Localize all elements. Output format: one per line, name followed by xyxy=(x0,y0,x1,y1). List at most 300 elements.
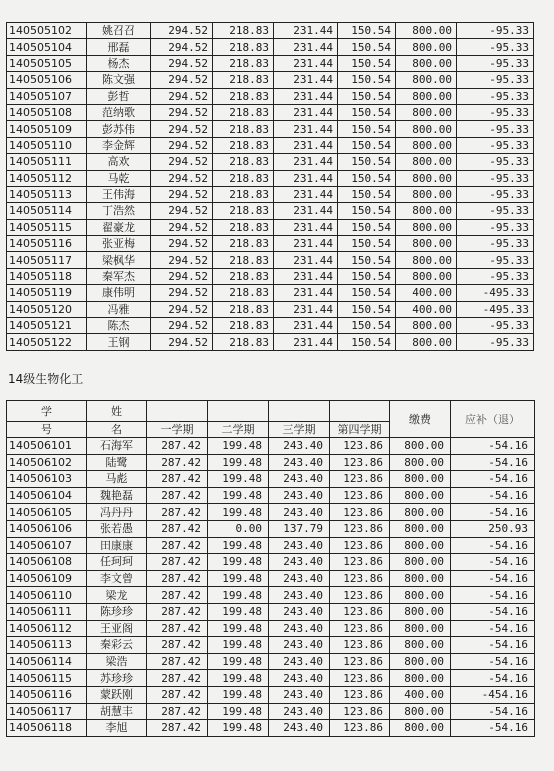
term-2-fee-cell: 199.48 xyxy=(208,438,269,455)
balance-due-cell: -54.16 xyxy=(451,438,535,455)
term-2-fee-cell: 199.48 xyxy=(208,471,269,488)
term-3-fee-cell: 231.44 xyxy=(274,268,338,284)
term-2-fee-cell: 218.83 xyxy=(213,301,274,317)
paid-amount-cell: 800.00 xyxy=(396,104,457,120)
paid-amount-cell: 800.00 xyxy=(396,137,457,153)
student-id-cell: 140505111 xyxy=(7,154,87,170)
paid-amount-cell: 800.00 xyxy=(390,487,451,504)
student-name-cell: 冯雅 xyxy=(87,301,151,317)
term-4-fee-cell: 123.86 xyxy=(330,720,390,737)
student-id-cell: 140506113 xyxy=(7,637,87,654)
student-name-cell: 彭哲 xyxy=(87,88,151,104)
term-4-fee-cell: 123.86 xyxy=(330,703,390,720)
header-term-2: 二学期 xyxy=(208,422,269,438)
student-id-cell: 140505109 xyxy=(7,121,87,137)
balance-due-cell: -95.33 xyxy=(457,55,534,71)
paid-amount-cell: 800.00 xyxy=(390,603,451,620)
table-row xyxy=(7,23,534,39)
term-4-fee-cell: 150.54 xyxy=(338,154,396,170)
paid-amount-cell: 800.00 xyxy=(390,587,451,604)
student-name-cell: 陈文强 xyxy=(87,72,151,88)
term-4-fee-cell: 150.54 xyxy=(338,39,396,55)
student-name-cell: 魏艳磊 xyxy=(87,487,147,504)
table-row xyxy=(7,170,534,186)
term-3-fee-cell: 243.40 xyxy=(269,471,330,488)
header-empty xyxy=(208,401,269,422)
paid-amount-cell: 800.00 xyxy=(396,39,457,55)
paid-amount-cell: 800.00 xyxy=(396,203,457,219)
table-row xyxy=(7,670,535,687)
term-4-fee-cell: 150.54 xyxy=(338,104,396,120)
term-1-fee-cell: 287.42 xyxy=(147,620,208,637)
balance-due-cell: -95.33 xyxy=(457,154,534,170)
term-4-fee-cell: 123.86 xyxy=(330,504,390,521)
term-1-fee-cell: 287.42 xyxy=(147,454,208,471)
student-id-cell: 140506110 xyxy=(7,587,87,604)
term-2-fee-cell: 218.83 xyxy=(213,268,274,284)
student-name-cell: 陈杰 xyxy=(87,318,151,334)
paid-amount-cell: 800.00 xyxy=(396,219,457,235)
term-1-fee-cell: 287.42 xyxy=(147,703,208,720)
student-name-cell: 胡慧丰 xyxy=(87,703,147,720)
term-3-fee-cell: 243.40 xyxy=(269,438,330,455)
paid-amount-cell: 800.00 xyxy=(390,438,451,455)
student-name-cell: 马乾 xyxy=(87,170,151,186)
term-3-fee-cell: 231.44 xyxy=(274,104,338,120)
paid-amount-cell: 400.00 xyxy=(396,301,457,317)
fee-table-class-1405 xyxy=(6,22,534,351)
table-row xyxy=(7,653,535,670)
term-3-fee-cell: 243.40 xyxy=(269,703,330,720)
paid-amount-cell: 800.00 xyxy=(390,570,451,587)
term-3-fee-cell: 243.40 xyxy=(269,570,330,587)
paid-amount-cell: 800.00 xyxy=(396,88,457,104)
term-3-fee-cell: 231.44 xyxy=(274,285,338,301)
term-2-fee-cell: 218.83 xyxy=(213,170,274,186)
student-id-cell: 140506116 xyxy=(7,686,87,703)
term-2-fee-cell: 199.48 xyxy=(208,637,269,654)
term-1-fee-cell: 287.42 xyxy=(147,587,208,604)
term-1-fee-cell: 294.52 xyxy=(151,236,213,252)
student-id-cell: 140506117 xyxy=(7,703,87,720)
term-1-fee-cell: 287.42 xyxy=(147,603,208,620)
term-1-fee-cell: 287.42 xyxy=(147,570,208,587)
term-1-fee-cell: 294.52 xyxy=(151,55,213,71)
paid-amount-cell: 800.00 xyxy=(390,637,451,654)
term-2-fee-cell: 199.48 xyxy=(208,670,269,687)
balance-due-cell: -95.33 xyxy=(457,219,534,235)
student-name-cell: 梁枫华 xyxy=(87,252,151,268)
fee-table-biochem-14 xyxy=(6,400,535,737)
term-1-fee-cell: 287.42 xyxy=(147,720,208,737)
balance-due-cell: -54.16 xyxy=(451,471,535,488)
balance-due-cell: -95.33 xyxy=(457,137,534,153)
student-id-cell: 140506106 xyxy=(7,520,87,537)
paid-amount-cell: 800.00 xyxy=(396,170,457,186)
paid-amount-cell: 800.00 xyxy=(390,454,451,471)
student-id-cell: 140505113 xyxy=(7,186,87,202)
term-3-fee-cell: 243.40 xyxy=(269,487,330,504)
student-name-cell: 康伟明 xyxy=(87,285,151,301)
student-id-cell: 140505102 xyxy=(7,23,87,39)
student-id-cell: 140506111 xyxy=(7,603,87,620)
term-2-fee-cell: 199.48 xyxy=(208,487,269,504)
paid-amount-cell: 400.00 xyxy=(396,285,457,301)
balance-due-cell: -95.33 xyxy=(457,318,534,334)
term-4-fee-cell: 150.54 xyxy=(338,72,396,88)
header-name-top: 姓 xyxy=(87,401,147,422)
student-name-cell: 王伟海 xyxy=(87,186,151,202)
student-name-cell: 马彪 xyxy=(87,471,147,488)
term-3-fee-cell: 243.40 xyxy=(269,587,330,604)
student-name-cell: 李文曾 xyxy=(87,570,147,587)
header-empty xyxy=(269,401,330,422)
paid-amount-cell: 800.00 xyxy=(390,720,451,737)
term-4-fee-cell: 150.54 xyxy=(338,268,396,284)
table-row xyxy=(7,504,535,521)
balance-due-cell: -95.33 xyxy=(457,186,534,202)
balance-due-cell: -95.33 xyxy=(457,104,534,120)
term-2-fee-cell: 199.48 xyxy=(208,554,269,571)
term-4-fee-cell: 150.54 xyxy=(338,236,396,252)
term-2-fee-cell: 199.48 xyxy=(208,620,269,637)
term-4-fee-cell: 123.86 xyxy=(330,620,390,637)
balance-due-cell: -454.16 xyxy=(451,686,535,703)
balance-due-cell: -95.33 xyxy=(457,252,534,268)
table-row xyxy=(7,570,535,587)
term-3-fee-cell: 231.44 xyxy=(274,252,338,268)
term-1-fee-cell: 287.42 xyxy=(147,637,208,654)
term-2-fee-cell: 199.48 xyxy=(208,454,269,471)
student-name-cell: 秦彩云 xyxy=(87,637,147,654)
balance-due-cell: -54.16 xyxy=(451,487,535,504)
balance-due-cell: -54.16 xyxy=(451,454,535,471)
student-id-cell: 140505121 xyxy=(7,318,87,334)
term-2-fee-cell: 199.48 xyxy=(208,587,269,604)
table-row xyxy=(7,268,534,284)
term-1-fee-cell: 287.42 xyxy=(147,520,208,537)
student-id-cell: 140506104 xyxy=(7,487,87,504)
balance-due-cell: -54.16 xyxy=(451,570,535,587)
table-row xyxy=(7,720,535,737)
table-row xyxy=(7,686,535,703)
table-row xyxy=(7,55,534,71)
student-name-cell: 邢磊 xyxy=(87,39,151,55)
term-4-fee-cell: 123.86 xyxy=(330,554,390,571)
paid-amount-cell: 800.00 xyxy=(390,471,451,488)
table-row xyxy=(7,186,534,202)
balance-due-cell: -54.16 xyxy=(451,504,535,521)
term-3-fee-cell: 243.40 xyxy=(269,603,330,620)
term-4-fee-cell: 123.86 xyxy=(330,471,390,488)
term-3-fee-cell: 243.40 xyxy=(269,720,330,737)
term-3-fee-cell: 231.44 xyxy=(274,88,338,104)
student-id-cell: 140506114 xyxy=(7,653,87,670)
term-4-fee-cell: 123.86 xyxy=(330,487,390,504)
term-4-fee-cell: 150.54 xyxy=(338,170,396,186)
paid-amount-cell: 800.00 xyxy=(390,537,451,554)
student-id-cell: 140505110 xyxy=(7,137,87,153)
balance-due-cell: -54.16 xyxy=(451,637,535,654)
term-4-fee-cell: 150.54 xyxy=(338,121,396,137)
header-empty xyxy=(330,401,390,422)
student-name-cell: 姚召召 xyxy=(87,23,151,39)
term-3-fee-cell: 231.44 xyxy=(274,186,338,202)
student-id-cell: 140506102 xyxy=(7,454,87,471)
student-name-cell: 高欢 xyxy=(87,154,151,170)
table-row xyxy=(7,219,534,235)
term-4-fee-cell: 150.54 xyxy=(338,301,396,317)
term-1-fee-cell: 294.52 xyxy=(151,219,213,235)
section-title: 14级生物化工 xyxy=(8,372,84,386)
student-name-cell: 苏珍珍 xyxy=(87,670,147,687)
term-1-fee-cell: 294.52 xyxy=(151,137,213,153)
header-id-top: 学 xyxy=(7,401,87,422)
term-1-fee-cell: 287.42 xyxy=(147,554,208,571)
student-name-cell: 王亚阁 xyxy=(87,620,147,637)
table-row xyxy=(7,537,535,554)
balance-due-cell: -95.33 xyxy=(457,72,534,88)
student-name-cell: 秦军杰 xyxy=(87,268,151,284)
term-4-fee-cell: 150.54 xyxy=(338,88,396,104)
term-3-fee-cell: 243.40 xyxy=(269,637,330,654)
table-row xyxy=(7,620,535,637)
balance-due-cell: -95.33 xyxy=(457,203,534,219)
table-row xyxy=(7,236,534,252)
table-row xyxy=(7,104,534,120)
term-1-fee-cell: 294.52 xyxy=(151,301,213,317)
paid-amount-cell: 800.00 xyxy=(396,334,457,350)
table-row xyxy=(7,137,534,153)
term-3-fee-cell: 243.40 xyxy=(269,504,330,521)
term-1-fee-cell: 294.52 xyxy=(151,318,213,334)
table-row xyxy=(7,72,534,88)
fee-table-2-body xyxy=(7,438,535,737)
student-id-cell: 140505122 xyxy=(7,334,87,350)
paid-amount-cell: 800.00 xyxy=(396,318,457,334)
term-2-fee-cell: 218.83 xyxy=(213,252,274,268)
term-3-fee-cell: 231.44 xyxy=(274,203,338,219)
student-id-cell: 140505115 xyxy=(7,219,87,235)
student-name-cell: 蒙跃刚 xyxy=(87,686,147,703)
term-2-fee-cell: 218.83 xyxy=(213,39,274,55)
header-fee: 缴费 xyxy=(390,401,451,438)
table-row xyxy=(7,318,534,334)
balance-due-cell: -95.33 xyxy=(457,88,534,104)
student-name-cell: 张亚梅 xyxy=(87,236,151,252)
term-4-fee-cell: 123.86 xyxy=(330,537,390,554)
term-3-fee-cell: 231.44 xyxy=(274,170,338,186)
paid-amount-cell: 800.00 xyxy=(396,121,457,137)
term-2-fee-cell: 199.48 xyxy=(208,703,269,720)
student-name-cell: 石海军 xyxy=(87,438,147,455)
term-4-fee-cell: 150.54 xyxy=(338,219,396,235)
paid-amount-cell: 800.00 xyxy=(396,23,457,39)
term-4-fee-cell: 150.54 xyxy=(338,55,396,71)
student-name-cell: 李旭 xyxy=(87,720,147,737)
header-term-4: 第四学期 xyxy=(330,422,390,438)
term-4-fee-cell: 150.54 xyxy=(338,252,396,268)
header-balance: 应补（退） xyxy=(451,401,535,438)
term-2-fee-cell: 218.83 xyxy=(213,55,274,71)
student-name-cell: 张若愚 xyxy=(87,520,147,537)
student-id-cell: 140505105 xyxy=(7,55,87,71)
balance-due-cell: -95.33 xyxy=(457,268,534,284)
paid-amount-cell: 800.00 xyxy=(390,703,451,720)
balance-due-cell: -95.33 xyxy=(457,236,534,252)
term-2-fee-cell: 199.48 xyxy=(208,537,269,554)
term-2-fee-cell: 199.48 xyxy=(208,504,269,521)
table-row xyxy=(7,637,535,654)
term-1-fee-cell: 287.42 xyxy=(147,487,208,504)
student-id-cell: 140505107 xyxy=(7,88,87,104)
header-term-1: 一学期 xyxy=(147,422,208,438)
balance-due-cell: -54.16 xyxy=(451,720,535,737)
term-3-fee-cell: 243.40 xyxy=(269,620,330,637)
term-3-fee-cell: 243.40 xyxy=(269,454,330,471)
term-1-fee-cell: 287.42 xyxy=(147,670,208,687)
term-4-fee-cell: 123.86 xyxy=(330,520,390,537)
term-1-fee-cell: 287.42 xyxy=(147,504,208,521)
term-2-fee-cell: 218.83 xyxy=(213,137,274,153)
student-id-cell: 140506105 xyxy=(7,504,87,521)
term-1-fee-cell: 294.52 xyxy=(151,334,213,350)
student-name-cell: 冯丹丹 xyxy=(87,504,147,521)
term-3-fee-cell: 243.40 xyxy=(269,554,330,571)
term-2-fee-cell: 199.48 xyxy=(208,720,269,737)
term-1-fee-cell: 294.52 xyxy=(151,88,213,104)
table-row xyxy=(7,554,535,571)
term-2-fee-cell: 218.83 xyxy=(213,72,274,88)
balance-due-cell: -495.33 xyxy=(457,285,534,301)
fee-table-1-body xyxy=(7,23,534,351)
term-3-fee-cell: 243.40 xyxy=(269,537,330,554)
term-4-fee-cell: 123.86 xyxy=(330,686,390,703)
table-row xyxy=(7,285,534,301)
paid-amount-cell: 800.00 xyxy=(396,72,457,88)
term-1-fee-cell: 294.52 xyxy=(151,154,213,170)
student-id-cell: 140505120 xyxy=(7,301,87,317)
balance-due-cell: -54.16 xyxy=(451,670,535,687)
table-row xyxy=(7,39,534,55)
table-row xyxy=(7,252,534,268)
student-name-cell: 梁浩 xyxy=(87,653,147,670)
term-2-fee-cell: 218.83 xyxy=(213,104,274,120)
table-row xyxy=(7,454,535,471)
term-2-fee-cell: 218.83 xyxy=(213,203,274,219)
table-row xyxy=(7,121,534,137)
balance-due-cell: -95.33 xyxy=(457,334,534,350)
term-1-fee-cell: 294.52 xyxy=(151,121,213,137)
term-4-fee-cell: 150.54 xyxy=(338,23,396,39)
term-2-fee-cell: 218.83 xyxy=(213,285,274,301)
student-name-cell: 田康康 xyxy=(87,537,147,554)
term-2-fee-cell: 0.00 xyxy=(208,520,269,537)
student-name-cell: 任珂珂 xyxy=(87,554,147,571)
paid-amount-cell: 800.00 xyxy=(396,186,457,202)
balance-due-cell: -95.33 xyxy=(457,121,534,137)
term-3-fee-cell: 231.44 xyxy=(274,39,338,55)
table-row xyxy=(7,471,535,488)
term-2-fee-cell: 218.83 xyxy=(213,334,274,350)
balance-due-cell: -54.16 xyxy=(451,554,535,571)
student-id-cell: 140505119 xyxy=(7,285,87,301)
term-4-fee-cell: 150.54 xyxy=(338,334,396,350)
student-id-cell: 140506101 xyxy=(7,438,87,455)
student-id-cell: 140505114 xyxy=(7,203,87,219)
term-3-fee-cell: 231.44 xyxy=(274,137,338,153)
term-3-fee-cell: 137.79 xyxy=(269,520,330,537)
table-row xyxy=(7,603,535,620)
table-row xyxy=(7,203,534,219)
term-4-fee-cell: 123.86 xyxy=(330,454,390,471)
term-4-fee-cell: 123.86 xyxy=(330,587,390,604)
student-id-cell: 140505108 xyxy=(7,104,87,120)
balance-due-cell: -54.16 xyxy=(451,587,535,604)
student-id-cell: 140505112 xyxy=(7,170,87,186)
header-empty xyxy=(147,401,208,422)
paid-amount-cell: 800.00 xyxy=(396,55,457,71)
term-4-fee-cell: 123.86 xyxy=(330,653,390,670)
term-4-fee-cell: 123.86 xyxy=(330,603,390,620)
student-name-cell: 李金辉 xyxy=(87,137,151,153)
paid-amount-cell: 800.00 xyxy=(390,520,451,537)
student-id-cell: 140505116 xyxy=(7,236,87,252)
paid-amount-cell: 800.00 xyxy=(390,620,451,637)
table-row xyxy=(7,301,534,317)
balance-due-cell: 250.93 xyxy=(451,520,535,537)
header-term-3: 三学期 xyxy=(269,422,330,438)
term-1-fee-cell: 294.52 xyxy=(151,39,213,55)
term-2-fee-cell: 218.83 xyxy=(213,23,274,39)
term-3-fee-cell: 231.44 xyxy=(274,236,338,252)
paid-amount-cell: 800.00 xyxy=(390,554,451,571)
paid-amount-cell: 800.00 xyxy=(396,154,457,170)
term-3-fee-cell: 231.44 xyxy=(274,219,338,235)
balance-due-cell: -54.16 xyxy=(451,537,535,554)
student-id-cell: 140506108 xyxy=(7,554,87,571)
balance-due-cell: -95.33 xyxy=(457,170,534,186)
term-1-fee-cell: 287.42 xyxy=(147,438,208,455)
paid-amount-cell: 400.00 xyxy=(390,686,451,703)
balance-due-cell: -54.16 xyxy=(451,703,535,720)
paid-amount-cell: 800.00 xyxy=(390,653,451,670)
table-row xyxy=(7,334,534,350)
term-2-fee-cell: 199.48 xyxy=(208,603,269,620)
term-1-fee-cell: 294.52 xyxy=(151,170,213,186)
table-row xyxy=(7,703,535,720)
student-id-cell: 140505117 xyxy=(7,252,87,268)
table-row xyxy=(7,154,534,170)
term-4-fee-cell: 123.86 xyxy=(330,438,390,455)
term-1-fee-cell: 294.52 xyxy=(151,72,213,88)
term-1-fee-cell: 294.52 xyxy=(151,252,213,268)
student-id-cell: 140506107 xyxy=(7,537,87,554)
term-4-fee-cell: 150.54 xyxy=(338,318,396,334)
student-id-cell: 140506118 xyxy=(7,720,87,737)
term-4-fee-cell: 123.86 xyxy=(330,637,390,654)
paid-amount-cell: 800.00 xyxy=(396,252,457,268)
student-id-cell: 140506112 xyxy=(7,620,87,637)
balance-due-cell: -495.33 xyxy=(457,301,534,317)
term-2-fee-cell: 199.48 xyxy=(208,686,269,703)
balance-due-cell: -95.33 xyxy=(457,23,534,39)
student-name-cell: 彭苏伟 xyxy=(87,121,151,137)
term-3-fee-cell: 231.44 xyxy=(274,334,338,350)
table-row xyxy=(7,438,535,455)
paid-amount-cell: 800.00 xyxy=(396,268,457,284)
term-2-fee-cell: 218.83 xyxy=(213,236,274,252)
